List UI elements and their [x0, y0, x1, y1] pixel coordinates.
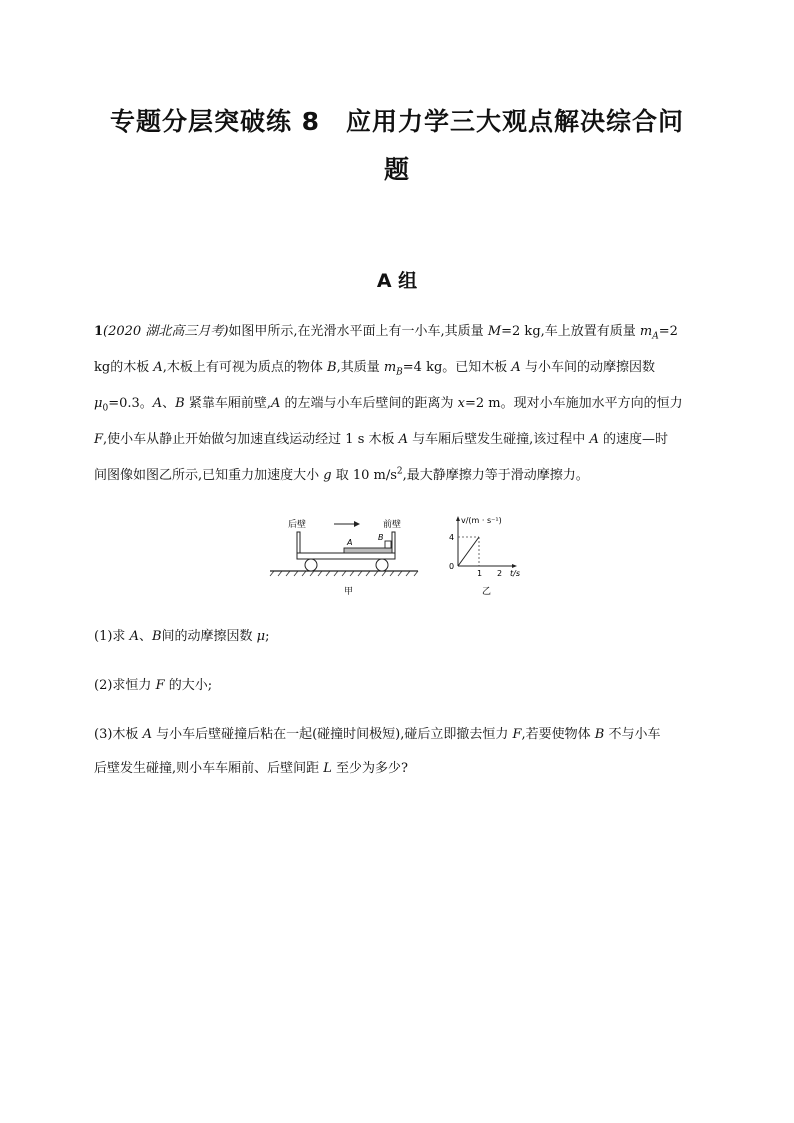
text: ,其质量 [336, 360, 384, 375]
plank-A [344, 548, 392, 553]
var-mu0-subscript: 0 [102, 403, 109, 414]
title-line-1: 专题分层突破练 8 应用力学三大观点解决综合问 [109, 107, 685, 136]
velocity-line [458, 537, 479, 566]
var-mu0: μ [94, 396, 103, 411]
var-B: B [327, 360, 337, 375]
text: 、 [162, 396, 176, 411]
problem-source: (2020 湖北高三月考) [103, 324, 229, 339]
text: 与小车后壁碰撞后粘在一起(碰撞时间极短),碰后立即撤去恒力 [151, 727, 513, 742]
v-axis-arrowhead [456, 516, 460, 521]
var-A: A [142, 727, 152, 742]
var-mB-subscript: B [396, 367, 403, 378]
var-A: A [153, 360, 163, 375]
superscript-2: 2 [396, 466, 403, 477]
var-mA: m [639, 324, 653, 339]
text: 、 [138, 629, 152, 644]
page-title [96, 98, 698, 194]
title-line-2: 题 [383, 155, 410, 184]
text: ,最大静摩擦力等于滑动摩擦力。 [402, 468, 589, 483]
text: ,木板上有可视为质点的物体 [162, 360, 327, 375]
front-wall-label: 前壁 [383, 520, 402, 530]
text: =0.3。 [108, 396, 153, 411]
figure-yi [449, 516, 520, 597]
cart-wheel [376, 559, 388, 571]
text: (1)求 [94, 629, 130, 644]
text: (2)求恒力 [94, 678, 156, 693]
text: (3)木板 [94, 727, 143, 742]
var-B: B [175, 396, 185, 411]
text: 的大小; [164, 678, 213, 693]
problem-number: 1 [94, 324, 104, 339]
text: 的左端与小车后壁间的距离为 [280, 396, 458, 411]
v-axis-label: v/(m · s⁻¹) [461, 516, 502, 525]
text: kg的木板 [94, 360, 154, 375]
text: 如图甲所示,在光滑水平面上有一小车,其质量 [228, 324, 488, 339]
text: 不与小车 [604, 727, 661, 742]
problem-figure [268, 514, 538, 600]
var-mB: m [383, 360, 397, 375]
question-3 [94, 718, 706, 786]
var-A: A [129, 629, 139, 644]
rear-wall [297, 532, 300, 553]
var-A: A [511, 360, 521, 375]
cart-wheel [305, 559, 317, 571]
var-mu: μ [256, 629, 266, 644]
text: 紧靠车厢前壁, [184, 396, 271, 411]
cart-body [297, 553, 395, 559]
label-A: A [347, 538, 353, 547]
ground-hatching [270, 571, 418, 576]
caption-jia: 甲 [344, 587, 354, 597]
var-A: A [589, 432, 599, 447]
tick-0: 0 [449, 562, 455, 571]
var-x: x [457, 396, 465, 411]
var-g: g [323, 468, 332, 483]
text: =2 m。现对小车施加水平方向的恒力 [465, 396, 683, 411]
var-B: B [151, 629, 162, 644]
var-B: B [594, 727, 605, 742]
rear-wall-label: 后壁 [288, 520, 307, 530]
var-A: A [271, 396, 281, 411]
var-mA-subscript: A [652, 331, 659, 342]
text: 间的动摩擦因数 [161, 629, 257, 644]
text: 至少为多少? [331, 761, 409, 776]
text: ; [265, 629, 270, 644]
group-heading: A 组 [376, 270, 418, 292]
t-axis-label: t/s [510, 569, 520, 578]
text: =2 kg,车上放置有质量 [501, 324, 640, 339]
tick-4: 4 [449, 533, 455, 542]
tick-1: 1 [477, 569, 483, 578]
var-A: A [398, 432, 409, 447]
label-B: B [378, 533, 384, 542]
text: 取 10 m/s [331, 468, 397, 483]
var-A: A [152, 396, 163, 411]
front-wall [392, 532, 395, 553]
text: ,若要使物体 [521, 727, 595, 742]
question-1 [94, 620, 706, 654]
problem-statement [94, 314, 706, 494]
var-M: M [487, 324, 502, 339]
var-F: F [155, 678, 165, 693]
text: 与车厢后壁发生碰撞,该过程中 [408, 432, 590, 447]
text: =4 kg。已知木板 [402, 360, 512, 375]
caption-yi: 乙 [482, 587, 492, 597]
text: ,使小车从静止开始做匀加速直线运动经过 1 s 木板 [103, 432, 399, 447]
question-2 [94, 669, 706, 703]
var-F: F [512, 727, 522, 742]
var-F: F [94, 432, 104, 447]
text: 与小车间的动摩擦因数 [520, 360, 655, 375]
text: =2 [658, 324, 678, 339]
force-arrowhead [354, 521, 360, 527]
tick-2: 2 [497, 569, 503, 578]
text: 间图像如图乙所示,已知重力加速度大小 [94, 468, 324, 483]
t-axis-arrowhead [512, 564, 517, 568]
figure-jia [270, 518, 418, 597]
var-L: L [323, 761, 332, 776]
text: 的速度—时 [598, 432, 668, 447]
text: 后壁发生碰撞,则小车车厢前、后壁间距 [94, 761, 324, 776]
block-B [385, 541, 391, 548]
